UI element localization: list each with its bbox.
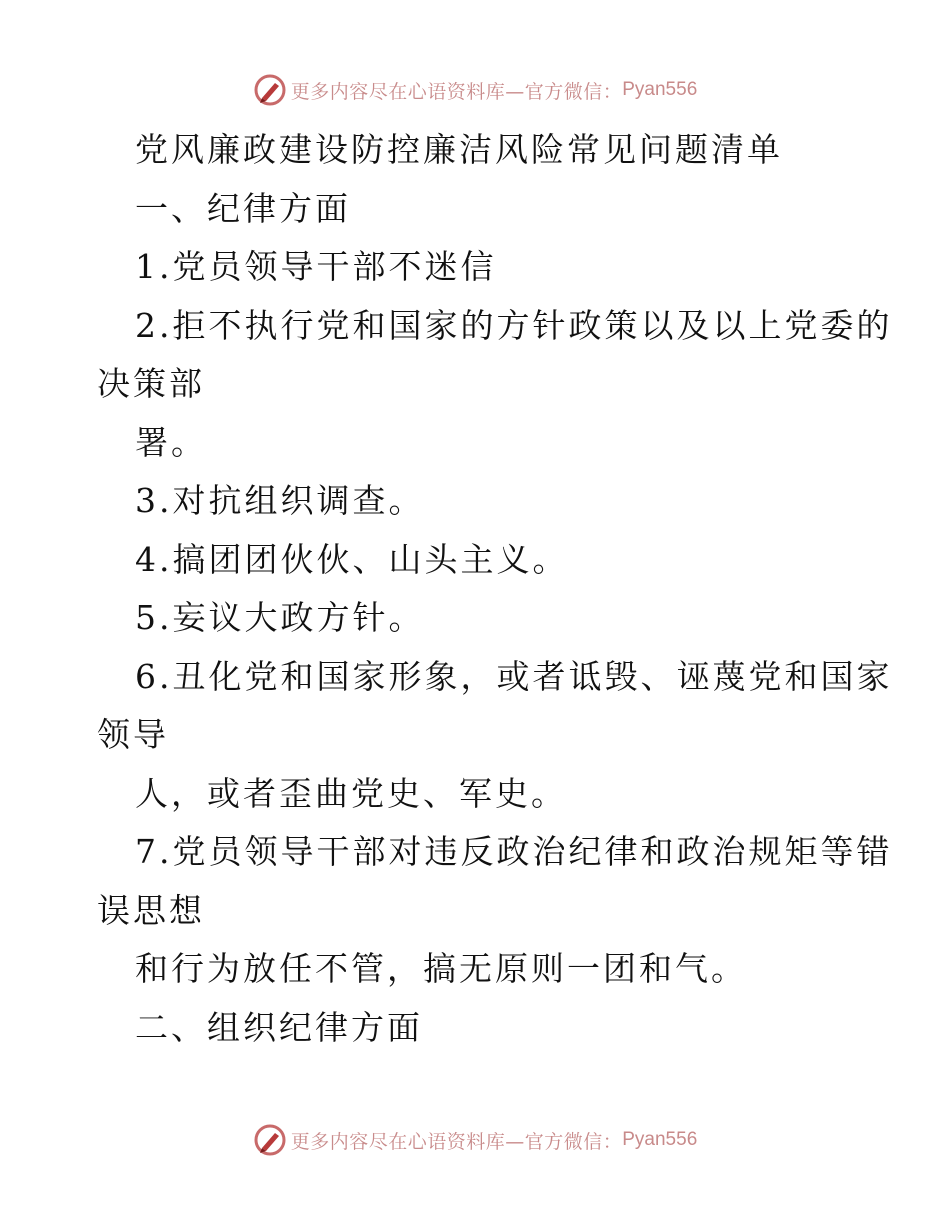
section-heading: 一、纪律方面 [135, 188, 351, 228]
list-item: 5.妄议大政方针。 [135, 598, 425, 637]
document-body [97, 121, 893, 1057]
list-item-continuation: 和行为放任不管，搞无原则一团和气。 [135, 949, 747, 988]
list-item: 4.搞团团伙伙、山头主义。 [135, 539, 569, 579]
list-item: 6.丑化党和国家形象，或者诋毁、诬蔑党和国家 [135, 656, 893, 696]
section-heading: 二、组织纪律方面 [135, 1007, 423, 1047]
footer-watermark [0, 1120, 950, 1160]
list-item: 7.党员领导干部对违反政治纪律和政治规矩等错 [135, 832, 893, 871]
list-item: 3.对抗组织调查。 [135, 481, 425, 520]
pen-in-circle-icon [253, 73, 287, 107]
watermark-text: 更多内容尽在心语资料库—官方微信： [290, 1130, 623, 1153]
document-title: 党风廉政建设防控廉洁风险常见问题清单 [135, 130, 783, 169]
list-item-continuation: 人，或者歪曲党史、军史。 [135, 773, 567, 813]
watermark-wechat-id: Pyan556 [622, 79, 698, 100]
watermark-wechat-id: Pyan556 [622, 1129, 698, 1150]
list-item-continuation: 误思想 [97, 890, 205, 930]
list-item-continuation: 领导 [97, 715, 169, 754]
header-watermark [0, 70, 950, 110]
list-item: 1.党员领导干部不迷信 [135, 247, 497, 286]
list-item-continuation: 决策部 [97, 364, 205, 403]
pen-in-circle-icon [253, 1123, 287, 1157]
watermark-text: 更多内容尽在心语资料库—官方微信： [290, 80, 623, 103]
list-item: 2.拒不执行党和国家的方针政策以及以上党委的 [135, 305, 893, 345]
list-item-continuation: 署。 [135, 422, 207, 462]
